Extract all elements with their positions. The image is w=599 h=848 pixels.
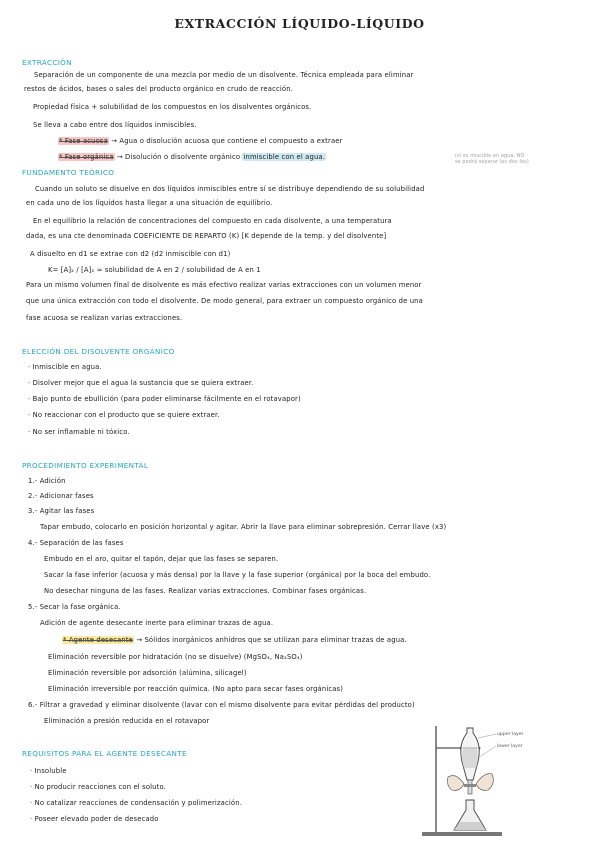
step: 6.- Filtrar a gravedad y eliminar disolvente (lavar con el mismo disolvente para evitar pérdidas del producto): [28, 701, 415, 709]
heading-extraccion: EXTRACCIÓN: [22, 58, 72, 67]
text-line: dada, es una cte denominada COEFICIENTE DE REPARTO (K) [K depende de la temp. y del disolvente]: [26, 232, 387, 240]
text-line: restos de ácidos, bases o sales del producto orgánico en crudo de reacción.: [24, 85, 293, 93]
text-line: Para un mismo volumen final de disolvente es más efectivo realizar varias extracciones con un volumen menor: [26, 281, 422, 289]
step-detail: Tapar embudo, colocarlo en posición horizontal y agitar. Abrir la llave para eliminar sobrepresión. Cerrar llave (x3): [40, 523, 447, 531]
stand-base: [422, 832, 502, 836]
right-hand: [476, 774, 493, 791]
list-item: · Insoluble: [30, 767, 67, 775]
fase-acuosa-line: [58, 137, 343, 146]
step: 1.- Adición: [28, 477, 66, 485]
list-item: · No catalizar reacciones de condensación y polimerización.: [30, 799, 242, 807]
desecante-line: [62, 636, 407, 645]
step-detail: Eliminación reversible por hidratación (no se disuelve) (MgSO₄, Na₂SO₄): [48, 653, 303, 661]
text-line: fase acuosa se realizan varias extracciones.: [26, 314, 183, 322]
page-title: EXTRACCIÓN LÍQUIDO-LÍQUIDO: [174, 16, 425, 31]
list-item: · Poseer elevado poder de desecado: [30, 815, 159, 823]
step-detail: Eliminación irreversible por reacción química. (No apto para secar fases orgánicas): [48, 685, 344, 693]
lower-layer-label: lower layer: [497, 744, 523, 749]
step: 4.- Separación de las fases: [28, 539, 124, 547]
fase-organica-line: [58, 153, 326, 162]
text-line: Cuando un soluto se disuelve en dos líquidos inmiscibles entre sí se distribuye dependiendo de su solubilidad: [35, 185, 425, 193]
step-detail: No desechar ninguna de las fases. Realizar varias extracciones. Combinar fases orgánicas.: [44, 587, 367, 595]
text-line: En el equilibrio la relación de concentraciones del compuesto en cada disolvente, a una temperatura: [33, 217, 392, 225]
heading-procedimiento: PROCEDIMIENTO EXPERIMENTAL: [22, 461, 149, 470]
side-note-line: se podrá separar las dos fas): [455, 159, 529, 165]
step: 2.- Adicionar fases: [28, 492, 94, 500]
list-item: · Bajo punto de ebullición (para poder eliminarse fácilmente en el rotavapor): [28, 395, 301, 403]
list-item: · No ser inflamable ni tóxico.: [28, 428, 130, 436]
desecante-tag: * Agente desecante: [63, 636, 133, 644]
step-detail: Sacar la fase inferior (acuosa y más densa) por la llave y la fase superior (orgánica) por la boca del embudo.: [44, 571, 431, 579]
left-hand: [448, 776, 465, 791]
lower-layer-fill: [462, 749, 478, 768]
step-detail: Embudo en el aro, quitar el tapón, dejar que las fases se separen.: [44, 555, 279, 563]
lower-label-leader: [478, 746, 496, 758]
fase-acuosa-text: → Agua o disolución acuosa que contiene el compuesto a extraer: [111, 137, 343, 145]
text-line: A disuelto en d1 se extrae con d2 (d2 inmiscible con d1): [30, 250, 231, 258]
separatory-funnel-figure: [418, 722, 528, 840]
list-item: · Disolver mejor que el agua la sustancia que se quiera extraer.: [28, 379, 254, 387]
list-item: · No reaccionar con el producto que se quiere extraer.: [28, 411, 220, 419]
side-note: [455, 154, 529, 165]
formula-line: K= [A]₂ / [A]₁ ≈ solubilidad de A en 2 / solubilidad de A en 1: [48, 266, 261, 274]
step: 3.- Agitar las fases: [28, 507, 95, 515]
upper-label-leader: [478, 734, 496, 738]
fase-acuosa-tag: * Fase acuosa: [59, 137, 108, 145]
list-item: · Inmiscible en agua.: [28, 363, 102, 371]
step-detail: Eliminación reversible por adsorción (alúmina, silicagel): [48, 669, 247, 677]
stopcock: [464, 784, 476, 787]
upper-layer-label: upper layer: [497, 732, 524, 737]
heading-requisitos: REQUISITOS PARA EL AGENTE DESECANTE: [22, 749, 187, 758]
step-detail: Eliminación a presión reducida en el rotavapor: [44, 717, 210, 725]
step: 5.- Secar la fase orgánica.: [28, 603, 121, 611]
text-line: que una única extracción con todo el disolvente. De modo general, para extraer un compuesto orgánico de una: [26, 297, 423, 305]
text-line: Separación de un componente de una mezcla por medio de un disolvente. Técnica empleada para eliminar: [34, 71, 414, 79]
fase-organica-text: → Disolución o disolvente orgánico: [116, 153, 241, 161]
text-line: Propiedad física + solubilidad de los compuestos en los disolventes orgánicos.: [33, 103, 312, 111]
heading-fundamento: FUNDAMENTO TEÓRICO: [22, 168, 115, 177]
side-note-line: (si es miscible en agua, NO: [455, 154, 525, 159]
fase-organica-tag: * Fase orgánica: [59, 153, 114, 161]
heading-eleccion: ELECCIÓN DEL DISOLVENTE ORGÁNICO: [22, 347, 175, 356]
desecante-text: → Sólidos inorgánicos anhidros que se utilizan para eliminar trazas de agua.: [136, 636, 407, 644]
text-line: Se lleva a cabo entre dos líquidos inmiscibles.: [33, 121, 197, 129]
step-detail: Adición de agente desecante inerte para eliminar trazas de agua.: [40, 619, 274, 627]
list-item: · No producir reacciones con el soluto.: [30, 783, 166, 791]
text-line: en cada uno de los líquidos hasta llegar a una situación de equilibrio.: [26, 199, 273, 207]
fase-organica-highlight: inmiscible con el agua.: [243, 153, 326, 161]
